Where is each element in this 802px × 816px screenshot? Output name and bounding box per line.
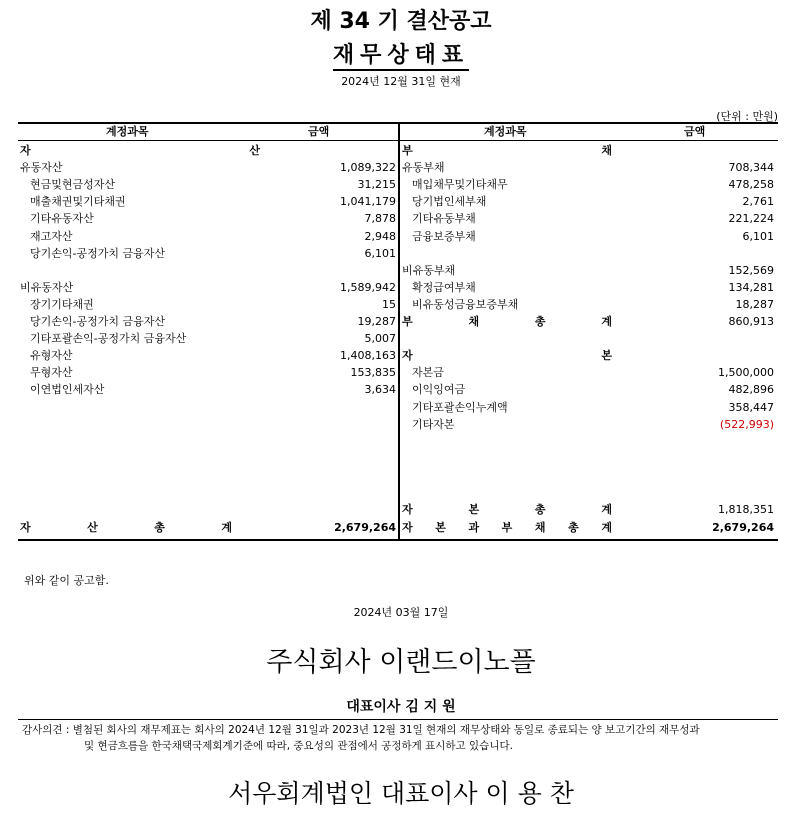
- row-label: 비유동성금융보증부채: [412, 297, 519, 311]
- liab-equity-total-amount: 2,679,264: [712, 521, 774, 534]
- row-amount: 15: [382, 297, 396, 311]
- equity-total-row: [402, 501, 774, 518]
- table-row: [20, 347, 396, 364]
- liab-equity-total-row: [402, 519, 774, 536]
- spaced-char: 부: [402, 144, 413, 157]
- table-row: [402, 296, 774, 313]
- table-row: [20, 159, 396, 176]
- table-row: [20, 364, 396, 381]
- asset-total-amount: 2,679,264: [334, 521, 396, 534]
- spaced-char: 총: [534, 315, 546, 328]
- table-row: [20, 381, 396, 398]
- notice-date: 2024년 03월 17일: [353, 606, 449, 619]
- spaced-char: 총: [568, 521, 579, 534]
- table-row: [402, 228, 774, 245]
- asset-total-label: [20, 519, 232, 536]
- row-amount: 153,835: [350, 366, 396, 380]
- table-row: [20, 142, 396, 159]
- row-label: 매입채무및기타채무: [412, 178, 508, 192]
- row-amount: 3,634: [364, 383, 396, 397]
- audit-divider: [18, 719, 778, 720]
- table-row: [402, 176, 774, 193]
- spaced-char: 계: [601, 503, 612, 516]
- row-label: 재고자산: [30, 229, 73, 243]
- row-amount: 2,948: [364, 229, 396, 243]
- right-header-amount: 금액: [684, 125, 706, 138]
- statement-title-text: 재무상태표: [333, 43, 469, 71]
- spaced-char: 자: [20, 144, 31, 157]
- spaced-char: 총: [534, 503, 546, 516]
- left-header: [18, 124, 398, 141]
- blank-row: [402, 245, 774, 262]
- row-amount: 358,447: [728, 400, 774, 414]
- table-row: [20, 228, 396, 245]
- left-header-account: 계정과목: [106, 125, 149, 138]
- row-label: 유형자산: [30, 349, 73, 363]
- row-label: [402, 313, 612, 330]
- row-label: 무형자산: [30, 366, 73, 380]
- row-amount: 221,224: [728, 212, 774, 226]
- row-amount: 1,500,000: [718, 366, 774, 380]
- notice-text: 위와 같이 공고함.: [24, 574, 109, 587]
- blank-row: [402, 330, 774, 347]
- row-label: 장기기타채권: [30, 297, 94, 311]
- row-amount: 2,761: [742, 195, 774, 209]
- spaced-char: 본: [601, 349, 612, 363]
- table-row: [402, 279, 774, 296]
- row-label: 이연법인세자산: [30, 383, 105, 397]
- row-label: 당기손익-공정가치 금융자산: [30, 246, 165, 260]
- spaced-char: 채: [534, 521, 546, 534]
- row-amount: 1,589,942: [340, 280, 396, 294]
- blank-row: [20, 262, 396, 279]
- table-row: [402, 364, 774, 381]
- row-label: 기타유동자산: [30, 212, 94, 226]
- right-header-account: 계정과목: [484, 125, 527, 138]
- row-amount: 482,896: [728, 383, 774, 397]
- row-label: 유동자산: [20, 161, 63, 175]
- table-row: [20, 245, 396, 262]
- row-amount: 31,215: [357, 178, 396, 192]
- unit-label: (단위 : 만원): [716, 110, 778, 123]
- row-label: 자본금: [412, 366, 444, 380]
- row-label: 당기손익-공정가치 금융자산: [30, 315, 165, 328]
- row-amount: 7,878: [364, 212, 396, 226]
- liab-equity-total-label: [402, 519, 612, 536]
- row-amount: 5,007: [364, 332, 396, 346]
- spaced-char: 채: [601, 144, 612, 157]
- row-amount: 478,258: [728, 178, 774, 192]
- table-row: [402, 210, 774, 227]
- audit-opinion: [22, 722, 782, 754]
- equity-total-amount: 1,818,351: [718, 503, 774, 516]
- row-amount: 6,101: [742, 229, 774, 243]
- audit-opinion-line-2: 및 현금흐름을 한국채택국제회계기준에 따라, 중요성의 관점에서 공정하게 표시하고 있습니다.: [84, 740, 513, 752]
- table-row: [402, 416, 774, 433]
- row-label: 기타유동부채: [412, 212, 476, 226]
- representative: 대표이사 김 지 원: [346, 699, 456, 715]
- row-label: 확정급여부채: [412, 280, 476, 294]
- auditor-name: 서우회계법인 대표이사 이 용 찬: [228, 779, 574, 808]
- row-amount: 18,287: [735, 297, 774, 311]
- row-amount: 152,569: [728, 263, 774, 277]
- table-row: [402, 399, 774, 416]
- spaced-char: 부: [402, 315, 413, 328]
- table-row: [20, 210, 396, 227]
- row-label: 비유동자산: [20, 280, 74, 294]
- row-label: 현금및현금성자산: [30, 178, 116, 192]
- table-row: [402, 193, 774, 210]
- spaced-char: 계: [221, 521, 232, 534]
- row-amount: 1,089,322: [340, 161, 396, 175]
- spaced-char: 부: [501, 521, 513, 534]
- asset-total-row: [20, 519, 396, 536]
- spaced-char: 자: [402, 521, 413, 534]
- spaced-char: 본: [468, 503, 480, 516]
- spaced-char: 산: [87, 521, 98, 534]
- row-label: 기타자본: [412, 417, 455, 431]
- table-row: [402, 159, 774, 176]
- audit-opinion-line-1: 감사의견 : 별첨된 회사의 재무제표는 회사의 2024년 12월 31일과 2023년 12월 31일 현재의 재무상태와 동일로 종료되는 양 보고기간의 재무성과: [22, 724, 700, 736]
- row-label: 당기법인세부채: [412, 195, 487, 209]
- row-label: [402, 347, 612, 364]
- left-header-amount: 금액: [308, 125, 330, 138]
- balance-sheet-table: [18, 122, 778, 541]
- spaced-char: 자: [402, 349, 413, 363]
- row-amount: 1,041,179: [340, 195, 396, 209]
- row-label: 기타포괄손익-공정가치 금융자산: [30, 332, 187, 346]
- row-amount: 6,101: [364, 246, 396, 260]
- row-label: [402, 142, 612, 159]
- spaced-char: 과: [468, 521, 480, 534]
- equity-total-label: [402, 501, 612, 518]
- row-label: 매출채권및기타채권: [30, 195, 126, 209]
- table-row: [402, 381, 774, 398]
- row-label: 금융보증부채: [412, 229, 476, 243]
- table-divider: [398, 124, 400, 539]
- row-label: [20, 142, 260, 159]
- table-row: [20, 296, 396, 313]
- table-row: [20, 279, 396, 296]
- row-label: 유동부채: [402, 161, 445, 175]
- spaced-char: 총: [154, 521, 165, 534]
- table-row: [402, 262, 774, 279]
- spaced-char: 계: [601, 521, 612, 534]
- statement-title: [0, 38, 802, 69]
- row-amount: 708,344: [728, 161, 774, 175]
- as-of-date: 2024년 12월 31일 현재: [341, 75, 461, 88]
- spaced-char: 계: [601, 315, 612, 328]
- table-row: [402, 142, 774, 159]
- table-row: [20, 313, 396, 330]
- table-row: [20, 330, 396, 347]
- table-row: [20, 193, 396, 210]
- row-label: 기타포괄손익누계액: [412, 400, 508, 414]
- row-amount: 860,913: [728, 315, 774, 328]
- row-amount: 1,408,163: [340, 349, 396, 363]
- spaced-char: 자: [20, 521, 31, 534]
- spaced-char: 자: [402, 503, 413, 516]
- table-row: [20, 176, 396, 193]
- row-amount: (522,993): [719, 417, 774, 431]
- right-header: [400, 124, 778, 141]
- row-label: 비유동부채: [402, 263, 456, 277]
- row-label: 이익잉여금: [412, 383, 466, 397]
- row-amount: 134,281: [728, 280, 774, 294]
- spaced-char: 산: [249, 144, 260, 157]
- notice-title: 제 34 기 결산공고: [310, 9, 492, 34]
- table-row: [402, 347, 774, 364]
- table-row: [402, 313, 774, 330]
- spaced-char: 본: [435, 521, 446, 534]
- company-name: 주식회사 이랜드이노플: [266, 647, 536, 678]
- spaced-char: 채: [468, 315, 480, 328]
- row-amount: 19,287: [357, 315, 396, 328]
